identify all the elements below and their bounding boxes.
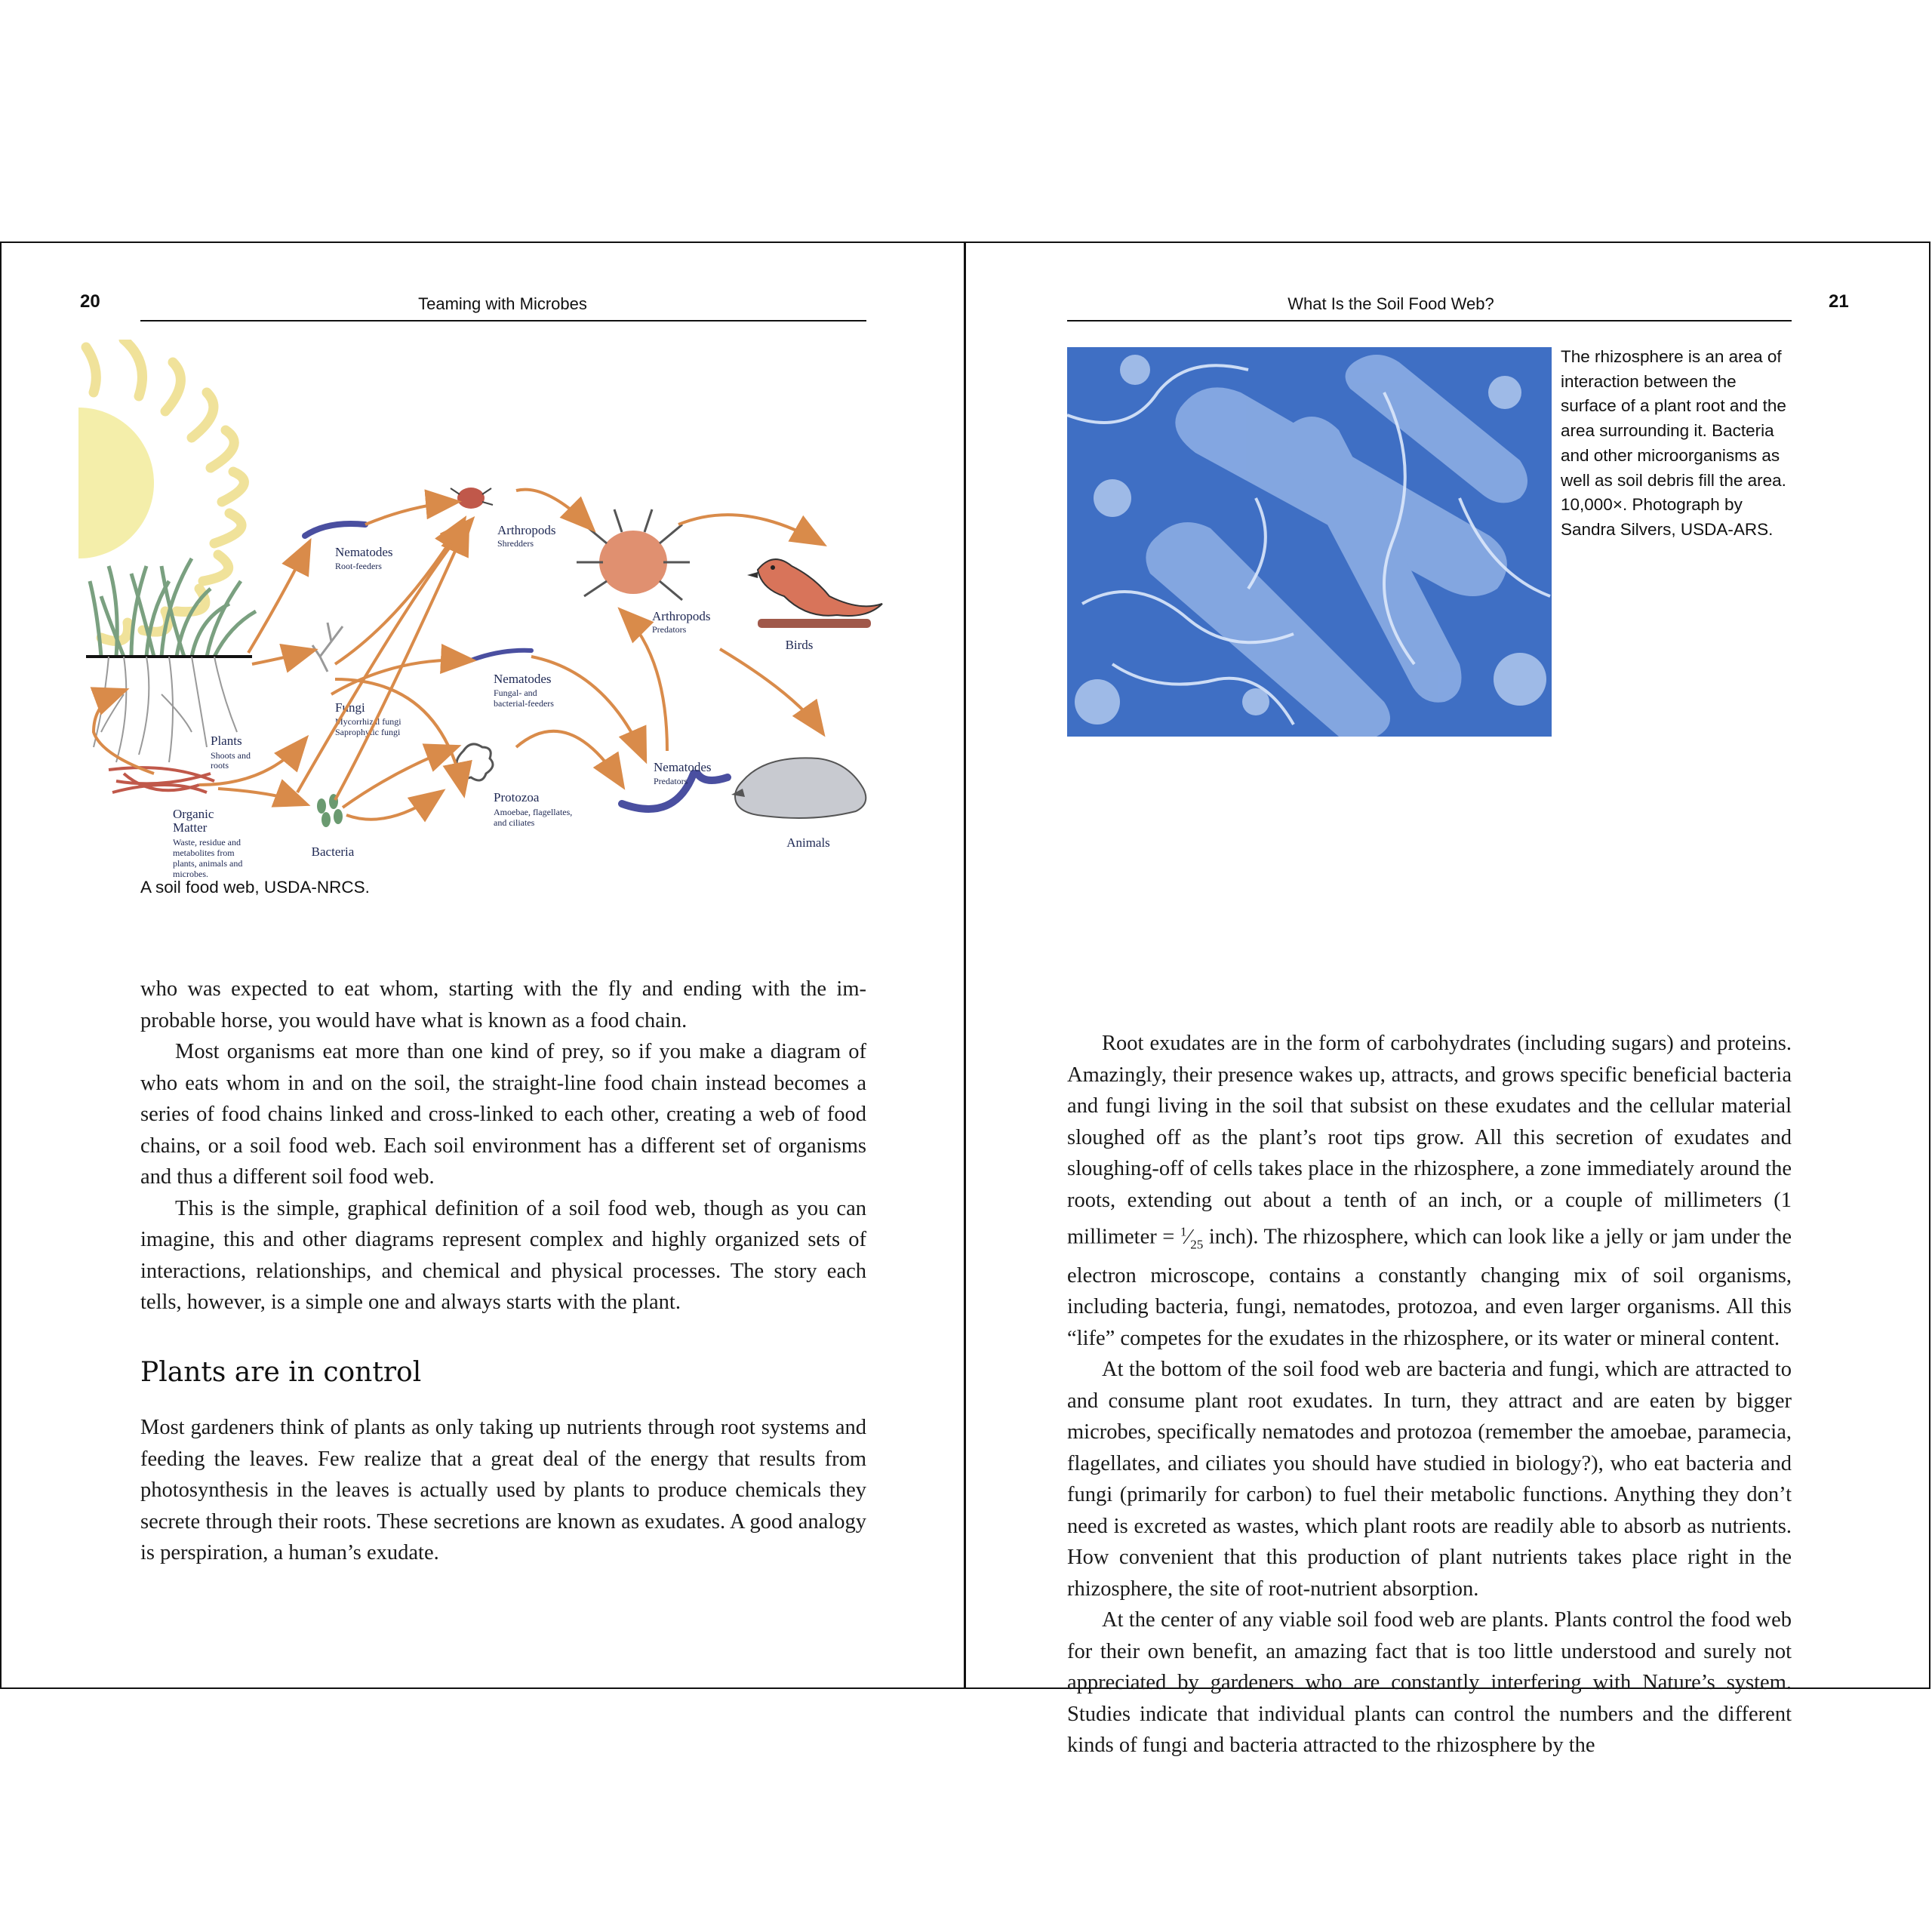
arthropods-predators-label: Arthropods	[652, 609, 711, 623]
svg-text:Root-feeders: Root-feeders	[335, 561, 382, 571]
plants-icon	[86, 558, 256, 771]
organic-matter-label: Organic	[173, 807, 214, 821]
paragraph: Most organisms eat more than one kind of prey, so if you make a diagram of who eats whom in and on the soil, the straight-line food chain instead becomes a series of food chains linked and cross-linked to each other, creating a web of food chains, or a soil food web. Each soil environment has a different set of organisms and thus a different soil food web.	[140, 1040, 866, 1189]
animals-label: Animals	[786, 835, 830, 850]
photo-caption: The rhizosphere is an area of interaction between the surface of a plant root and the area surrounding it. Bacteria and other microorganisms as well as soil debris fill the area. 10,000×. Photograph by Sandra Silvers, USDA-ARS.	[1561, 347, 1786, 539]
soil-food-web-diagram	[78, 340, 894, 928]
svg-text:bacterial-feeders: bacterial-feeders	[494, 698, 554, 709]
right-body-text	[1067, 1028, 1792, 1761]
right-page	[967, 242, 1930, 1758]
fraction: $^1⁄_{25}$	[1180, 1224, 1204, 1252]
protozoa-icon	[457, 744, 572, 828]
svg-text:and ciliates: and ciliates	[494, 817, 535, 828]
bird-icon	[747, 559, 882, 652]
page-number: 20	[80, 291, 100, 312]
food-web-arrows	[94, 490, 822, 820]
svg-text:Mycorrhizal fungi: Mycorrhizal fungi	[335, 716, 401, 727]
birds-label: Birds	[785, 638, 814, 652]
svg-text:roots: roots	[211, 760, 229, 771]
nematode-root-feeder-icon	[305, 524, 392, 571]
paragraph: Most gardeners think of plants as only taking up nutrients through root systems and feeding the leaves. Few realize that a great deal of the energy that results from photosynthesis in the leaves is actually used by plants to produce chemicals they secrete through their roots. These secretions are known as exudates. A good analogy is perspiration, a human’s exudate.	[140, 1416, 866, 1564]
running-head: What Is the Soil Food Web?	[1287, 294, 1494, 313]
left-section-text	[140, 1412, 866, 1569]
paragraph: This is the simple, graphical definition of a soil food web, though as you can imagine, this and other diagrams represent complex and highly organized sets of interactions, relationships, and chemical and physical processes. The story each tells, however, is a simple one and always starts with the plant.	[140, 1196, 866, 1314]
svg-text:Shoots and: Shoots and	[211, 750, 251, 761]
nematodes-fungal-label: Nematodes	[494, 672, 552, 686]
plants-label: Plants	[211, 734, 242, 748]
nematodes-predator-label: Nematodes	[654, 760, 712, 774]
svg-text:plants, animals and: plants, animals and	[173, 858, 243, 869]
svg-text:metabolites from: metabolites from	[173, 848, 235, 858]
svg-text:Predators: Predators	[654, 776, 688, 786]
paragraph: Root exudates are in the form of carbohydrates (including sugars) and proteins. Amazingly, their presence wakes up, attracts, and grows specific beneficial bacteria and fungi living in the soil that subsist on these exudates and the cellular material sloughed off as the plant’s root tips grow. All this secretion of exudates and sloughing-off of cells takes place in the rhizosphere, a zone immediately around the roots, extending out about a tenth of an inch, or a couple of millimeters (1 millimeter = $^1⁄_{25}$ inch). The rhizosphere, which can look like a jelly or jam under the electron microscope, contains a constantly changing mix of soil organisms, including bacteria, fungi, nematodes, protozoa, and even larger organisms. All this “life” competes for the exudates in the rhizosphere, or its water or mineral content.	[1067, 1032, 1792, 1350]
svg-text:Amoebae, flagellates,: Amoebae, flagellates,	[494, 807, 573, 817]
section-heading: Plants are in control	[140, 1357, 422, 1388]
left-body-text	[140, 974, 866, 1318]
svg-text:Predators: Predators	[652, 624, 687, 635]
svg-text:microbes.: microbes.	[173, 869, 208, 879]
left-page	[0, 242, 964, 1689]
paragraph: At the center of any viable soil food web are plants. Plants control the food web for their own benefit, an amazing fact that is too little understood and surely not appreciated by gardeners who are constantly interfering with Nature’s system. Studies indicate that individual plants can control the numbers and the different kinds of fungi and bacteria attracted to the rhizosphere by the	[1067, 1608, 1792, 1758]
svg-text:Saprophytic fungi: Saprophytic fungi	[335, 727, 401, 737]
arthropod-shredder-icon	[449, 488, 555, 549]
figure-caption: A soil food web, USDA-NRCS.	[140, 878, 370, 897]
bacteria-label: Bacteria	[311, 844, 355, 859]
header-rule	[140, 320, 866, 321]
arthropods-shredders-label: Arthropods	[497, 523, 556, 537]
animal-mole-icon	[731, 758, 866, 850]
paragraph: who was expected to eat whom, starting with the fly and ending with the improbable horse, you would have what is known as a food chain.	[140, 977, 866, 1032]
page-number: 21	[1829, 291, 1849, 312]
fungi-label: Fungi	[335, 700, 365, 715]
arthropod-predator-icon	[577, 509, 710, 635]
svg-text:Matter: Matter	[173, 820, 208, 835]
rhizosphere-micrograph-image	[1067, 347, 1552, 737]
svg-text:Fungal- and: Fungal- and	[494, 688, 537, 698]
protozoa-label: Protozoa	[494, 790, 540, 804]
header-rule	[1067, 320, 1792, 321]
paragraph: At the bottom of the soil food web are bacteria and fungi, which are attracted to and consume plant root exudates. In turn, they attract and are eaten by bigger microbes, specifically nematodes and protozoa (remember the amoebae, paramecia, flagellates, and ciliates you should have studied in biology?), who eat bacteria and fungi (primarily for carbon) to fuel their metabolic functions. Anything they don’t need is excreted as wastes, which plant roots are readily able to absorb as nutrients. How convenient that this production of plant nutrients takes place right in the rhizosphere, the site of root-nutrient absorption.	[1067, 1358, 1792, 1601]
nematodes-root-label: Nematodes	[335, 545, 393, 559]
svg-text:Waste, residue and: Waste, residue and	[173, 837, 241, 848]
running-head: Teaming with Microbes	[418, 294, 587, 313]
svg-text:Shredders: Shredders	[497, 538, 534, 549]
nematode-predator-icon	[622, 760, 728, 809]
